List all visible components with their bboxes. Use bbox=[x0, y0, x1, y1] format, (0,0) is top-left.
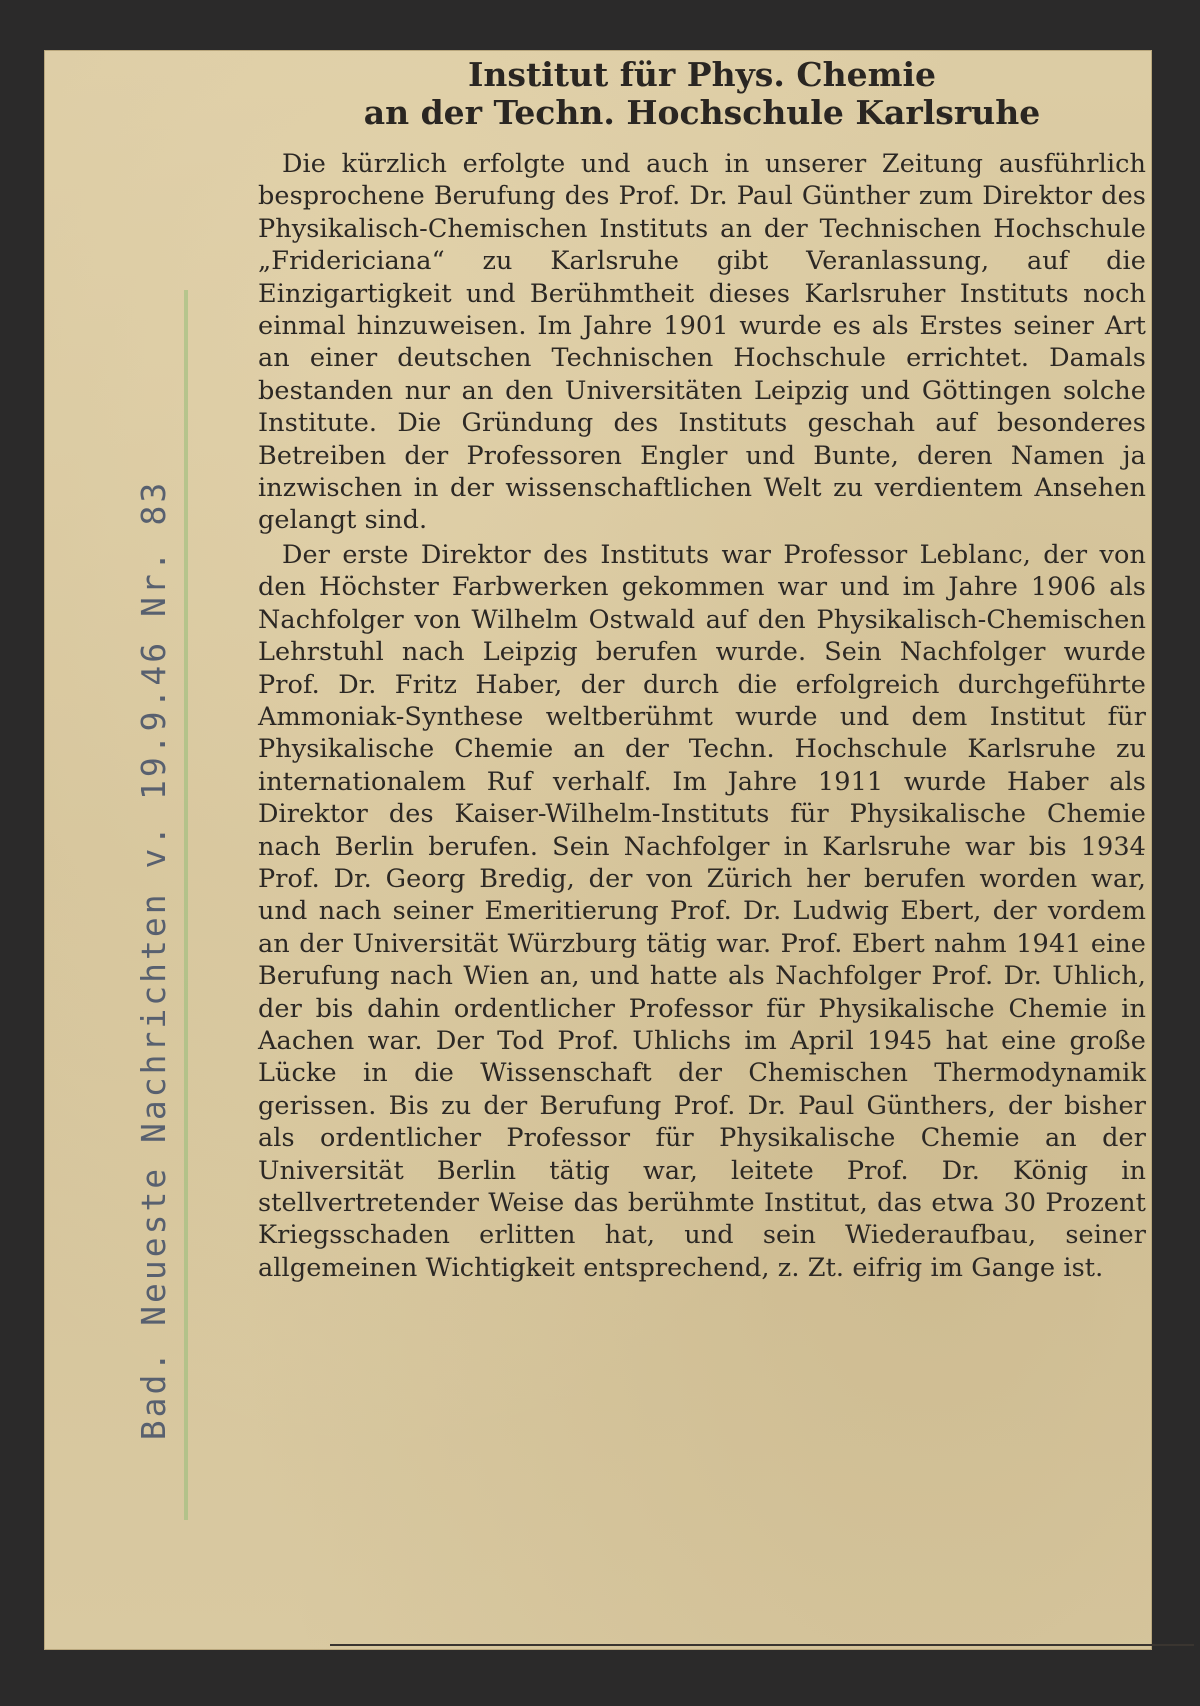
article-headline bbox=[258, 56, 1146, 132]
headline-line-2: an der Techn. Hochschule Karlsruhe bbox=[363, 93, 1041, 132]
article-paragraph-1: Die kürzlich erfolgte und auch in unserer Zeitung ausführlich besprochene Berufung des Prof. Dr. Paul Günther zum Direktor des Physikalisch-Chemischen Instituts an der Technischen Hochschule „Fridericiana“ zu Karlsruhe gibt Veranlassung, auf die Einzigartigkeit und Berühmtheit dieses Karlsruher Instituts noch einmal hinzuweisen. Im Jahre 1901 wurde es als Erstes seiner Art an einer deutschen Technischen Hochschule errichtet. Damals bestanden nur an den Universitäten Leipzig und Göttingen solche Institute. Die Gründung des Instituts geschah auf besonderes Betreiben der Professoren Engler und Bunte, deren Namen ja inzwischen in der wissenschaftlichen Welt zu verdientem Ansehen gelangt sind. bbox=[258, 149, 1146, 536]
source-annotation: Bad. Neueste Nachrichten v. 19.9.46 Nr. 83 bbox=[134, 479, 173, 1441]
article-body bbox=[258, 148, 1146, 1284]
article bbox=[258, 56, 1146, 1284]
fold-mark bbox=[184, 290, 188, 1520]
article-paragraph-2: Der erste Direktor des Instituts war Professor Leblanc, der von den Höchster Farbwerken gekommen war und im Jahre 1906 als Nachfolger von Wilhelm Ostwald auf den Physikalisch-Chemischen Lehrstuhl nach Leipzig berufen wurde. Sein Nachfolger wurde Prof. Dr. Fritz Haber, der durch die erfolgreich durchgeführte Ammoniak-Synthese weltberühmt wurde und dem Institut für Physikalische Chemie an der Techn. Hochschule Karlsruhe zu internationalem Ruf verhalf. Im Jahre 1911 wurde Haber als Direktor des Kaiser-Wilhelm-Instituts für Physikalische Chemie nach Berlin berufen. Sein Nachfolger in Karlsruhe war bis 1934 Prof. Dr. Georg Bredig, der von Zürich her berufen worden war, und nach seiner Emeritierung Prof. Dr. Ludwig Ebert, der vordem an der Universität Würzburg tätig war. Prof. Ebert nahm 1941 eine Berufung nach Wien an, und hatte als Nachfolger Prof. Dr. Uhlich, der bis dahin ordentlicher Professor für Physikalische Chemie in Aachen war. Der Tod Prof. Uhlichs im April 1945 hat eine große Lücke in die Wissenschaft der Chemischen Thermodynamik gerissen. Bis zu der Berufung Prof. Dr. Paul Günthers, der bisher als ordentlicher Professor für Physikalische Chemie an der Universität Berlin tätig war, leitete Prof. Dr. König in stellvertretender Weise das berühmte Institut, das etwa 30 Prozent Kriegsschaden erlitten hat, und sein Wiederaufbau, seiner allgemeinen Wichtigkeit entsprechend, z. Zt. eifrig im Gange ist. bbox=[258, 539, 1146, 1283]
bottom-rule bbox=[330, 1644, 1194, 1646]
headline-line-1: Institut für Phys. Chemie bbox=[467, 55, 937, 94]
